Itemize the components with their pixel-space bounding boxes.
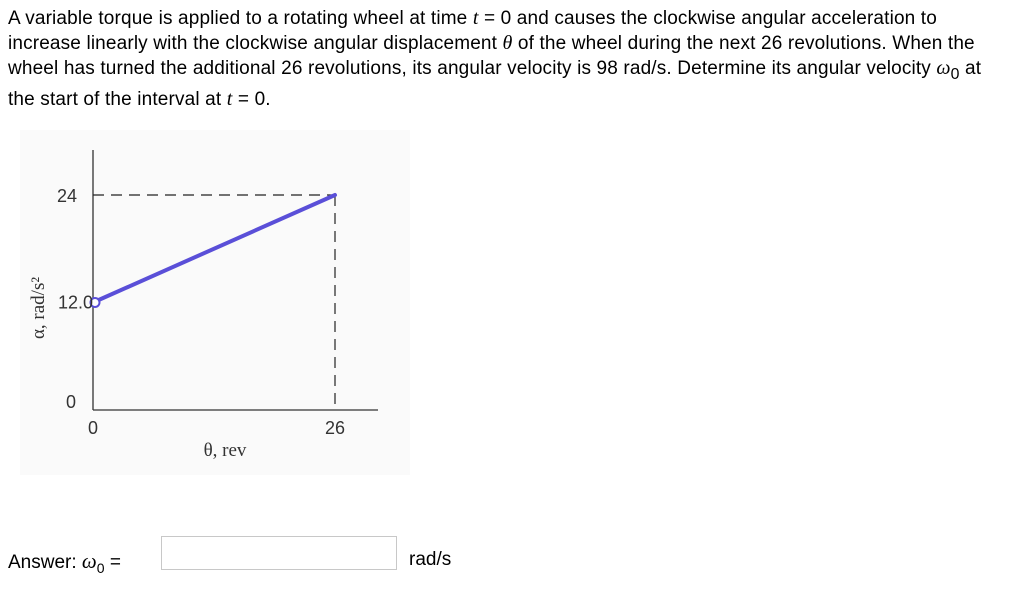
x-axis-label: θ, rev	[203, 440, 247, 461]
chart-svg	[20, 130, 410, 475]
answer-input[interactable]	[161, 536, 397, 570]
y-tick-label-24: 24	[56, 186, 77, 206]
answer-row	[8, 536, 608, 576]
y-axis-label: α, rad/s²	[28, 276, 49, 340]
y-tick-label-12: 12.0	[58, 292, 94, 313]
answer-label: Answer: $\omega_0$ =	[8, 549, 121, 576]
series-line	[93, 195, 335, 303]
problem-statement: A variable torque is applied to a rotating wheel at time t = 0 and causes the clockwise angular acceleration to increase linearly with the clockwise angular displacement θ of the wheel during the next 26 revolutions. When the wheel has turned the additional 26 revolutions, its angular velocity is 98 rad/s. Determine its angular velocity $\omega_0$ at the start of the interval at t = 0.	[8, 7, 982, 110]
x-tick-label-0: 0	[87, 418, 99, 438]
y-tick-label-0: 0	[65, 392, 76, 412]
answer-unit: rad/s	[409, 549, 452, 570]
x-tick-label-26: 26	[324, 418, 346, 438]
alpha-theta-graph	[20, 130, 410, 475]
